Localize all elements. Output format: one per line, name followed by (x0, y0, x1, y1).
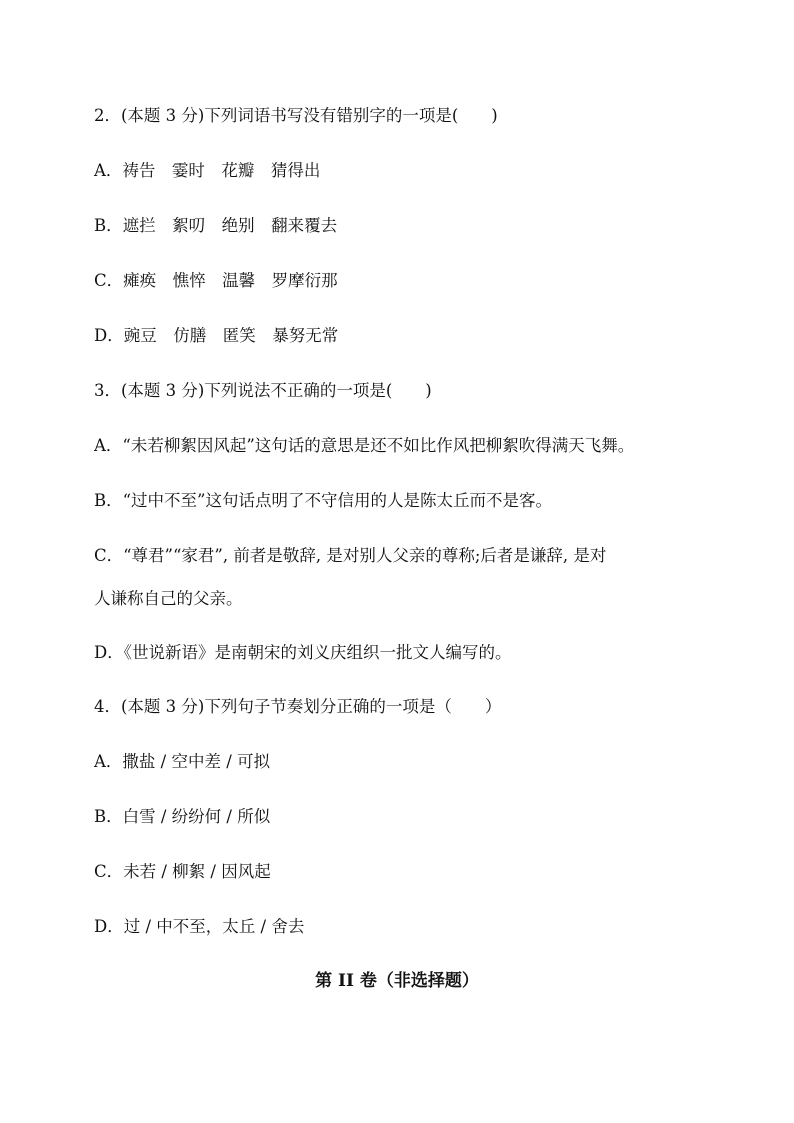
question-4-option-c: C．未若 / 柳絮 / 因风起 (94, 862, 271, 881)
question-4-stem: 4．(本题 3 分)下列句子节奏划分正确的一项是（ ） (94, 697, 502, 716)
question-2-option-b: B．遮拦 絮叨 绝别 翻来覆去 (94, 216, 338, 235)
question-3-stem: 3．(本题 3 分)下列说法不正确的一项是( ) (94, 381, 432, 400)
question-2-stem: 2．(本题 3 分)下列词语书写没有错别字的一项是( ) (94, 106, 498, 125)
question-3-option-d: D．《世说新语》是南朝宋的刘义庆组织一批文人编写的。 (94, 643, 512, 662)
question-4-option-d: D．过 / 中不至，太丘 / 舍去 (94, 917, 305, 936)
question-3-option-a: A．“未若柳絮因风起”这句话的意思是还不如比作风把柳絮吹得满天飞舞。 (94, 436, 635, 455)
question-3-option-c: C．“尊君”“家君”, 前者是敬辞, 是对别人父亲的尊称;后者是谦辞, 是对 (94, 546, 607, 565)
question-3-option-b: B．“过中不至”这句话点明了不守信用的人是陈太丘而不是客。 (94, 491, 552, 510)
section-title: 第 II 卷（非选择题） (315, 971, 479, 991)
question-3-option-c-continued: 人谦称自己的父亲。 (94, 589, 243, 608)
question-4-option-b: B．白雪 / 纷纷何 / 所似 (94, 807, 271, 826)
question-2-option-d: D．豌豆 仿膳 匿笑 暴努无常 (94, 326, 339, 345)
question-4-option-a: A．撒盐 / 空中差 / 可拟 (94, 752, 271, 771)
question-2-option-c: C．瘫痪 憔悴 温馨 罗摩衍那 (94, 271, 338, 290)
question-2-option-a: A．祷告 霎时 花瓣 猜得出 (94, 161, 321, 180)
